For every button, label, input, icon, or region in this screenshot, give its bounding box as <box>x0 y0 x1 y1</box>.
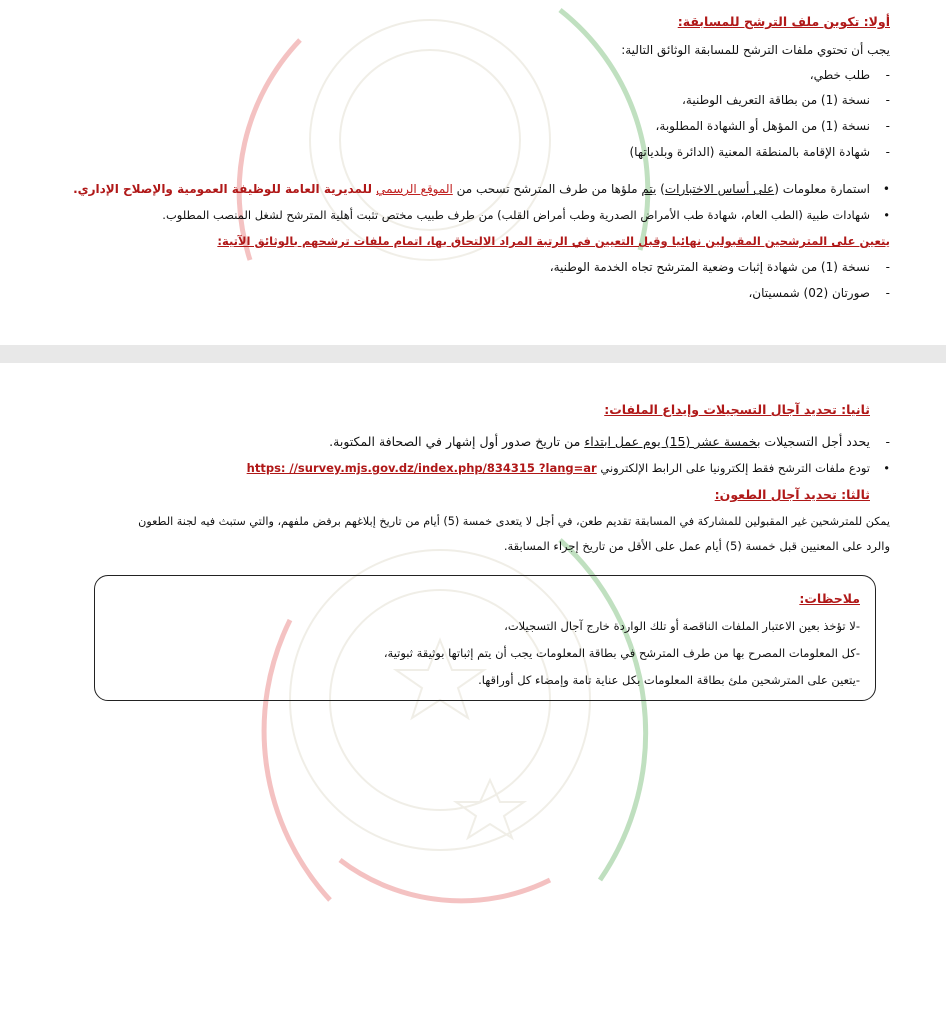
appeals-line-1: يمكن للمترشحين غير المقبولين للمشاركة في المسابقة تقديم طعن، في أجل لا يتعدى خمسة (5) أيام من تاريخ إبلاغهم برفض ملفهم، والتي ستبث فيه لجنة الطعون <box>138 515 890 528</box>
deadline-text-3: من تاريخ صدور أول إشهار في الصحافة المكتوبة. <box>329 434 585 449</box>
doc-item-1: - طلب خطي، <box>810 67 870 83</box>
deadline-text-2: بخمسة عشر (15) يوم عمل ابتداء <box>584 434 761 449</box>
form-text-4: يتم <box>641 182 657 196</box>
deadline-text-1: يحدد أجل التسجيلات <box>760 434 870 449</box>
deposit-text: تودع ملفات الترشح فقط إلكترونيا على الرابط الإلكتروني <box>600 461 870 475</box>
section2-heading: ثانيا: تحديد آجال التسجيلات وإيداع الملفات: <box>604 402 870 417</box>
doc-item-4: - شهادة الإقامة بالمنطقة المعنية (الدائرة وبلدياتها) <box>630 144 871 160</box>
doc-item-3: - نسخة (1) من المؤهل أو الشهادة المطلوبة، <box>656 118 870 134</box>
form-text-2: على أساس الاختبارات <box>664 182 775 196</box>
page-separator <box>0 345 946 363</box>
section3-heading: ثالثا: تحديد آجال الطعون: <box>714 487 870 502</box>
note-item-2: -كل المعلومات المصرح بها من طرف المترشح في بطاقة المعلومات يجب أن يتم إثباتها بوثيقة ثبوتية، <box>383 646 860 660</box>
deadline-item <box>329 434 870 450</box>
notes-heading: ملاحظات: <box>799 591 860 606</box>
survey-url-link[interactable]: https: //survey.mjs.gov.dz/index.php/834315 ?lang=ar <box>246 461 597 475</box>
final-item-1: - نسخة (1) من شهادة إثبات وضعية المترشح تجاه الخدمة الوطنية، <box>550 259 870 275</box>
doc-item-2: - نسخة (1) من بطاقة التعريف الوطنية، <box>682 92 870 108</box>
note-item-1: -لا تؤخذ بعين الاعتبار الملفات الناقصة أو تلك الواردة خارج آجال التسجيلات، <box>504 619 860 633</box>
info-form-item <box>73 181 870 197</box>
final-docs-heading: يتعين على المترشحين المقبولين نهائيا وقبل التعيين في الرتبة المراد الالتحاق بها، اتمام ملفات ترشحهم بالوثائق الآتية: <box>217 234 890 248</box>
form-text-3: ) <box>656 182 665 196</box>
note-item-3: -يتعين على المترشحين ملئ بطاقة المعلومات بكل عناية تامة وإمضاء كل أوراقها. <box>478 673 860 687</box>
form-text-7: للمديرية العامة للوظيفة العمومية والإصلاح الإداري. <box>73 182 377 196</box>
form-text-5: ملؤها من طرف المترشح تسحب من <box>452 182 642 196</box>
final-item-2: - صورتان (02) شمسيتان، <box>748 285 870 301</box>
medical-item: • شهادات طبية (الطب العام، شهادة طب الأمراض الصدرية وطب أمراض القلب) من طرف طبيب مختص تثبت أهلية المترشح لشغل المنصب المطلوب. <box>162 207 870 223</box>
section1-intro: يجب أن تحتوي ملفات الترشح للمسابقة الوثائق التالية: <box>621 43 890 57</box>
form-text-1: استمارة معلومات ( <box>774 182 870 196</box>
deposit-item <box>247 460 870 476</box>
appeals-line-2: والرد على المعنيين قبل خمسة (5) أيام عمل على الأقل من تاريخ إجراء المسابقة. <box>503 539 890 553</box>
official-site-link[interactable]: الموقع الرسمي <box>376 182 453 196</box>
section1-heading: أولا: تكوين ملف الترشح للمسابقة: <box>677 14 890 29</box>
